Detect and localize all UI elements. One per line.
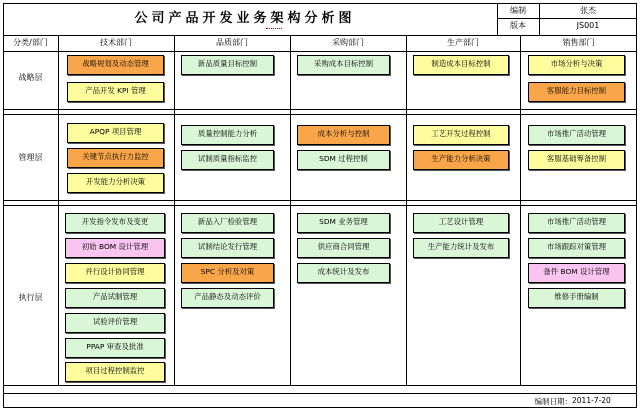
page-title: 公司产品开发业务架构分析图	[134, 11, 356, 26]
grid-line	[497, 3, 498, 35]
grid-line	[290, 35, 291, 385]
box-test-evaluation: 试验评价管理	[65, 313, 165, 333]
header-dept-purchase: 采购部门	[332, 38, 364, 47]
box-dev-capability-analysis: 开发能力分析决策	[67, 173, 164, 193]
grid-line	[3, 51, 637, 52]
grid-line	[3, 114, 637, 115]
row-label-management: 管理层	[18, 153, 43, 162]
box-product-trial: 产品试制管理	[65, 288, 165, 308]
box-market-analysis: 市场分析与决策	[528, 55, 625, 75]
box-incoming-inspection: 新品入厂检验管理	[181, 213, 274, 233]
spellcheck-underline	[266, 26, 282, 29]
box-process-design: 工艺设计管理	[413, 213, 509, 233]
box-product-evaluation: 产品静态及动态评价	[181, 288, 274, 308]
box-purchase-cost-target: 采购成本目标控制	[297, 55, 390, 75]
meta-label-author: 编制	[510, 6, 526, 15]
box-spc-analysis: SPC 分析及对策	[181, 263, 274, 283]
box-cost-analysis-control: 成本分析与控制	[297, 125, 390, 145]
box-repair-manual: 维修手册编制	[528, 288, 625, 308]
box-customer-service-preparation: 客服基础筹备控制	[528, 150, 625, 170]
box-process-dev-control: 工艺开发过程控制	[413, 125, 509, 145]
box-kpi-management: 产品开发 KPI 管理	[67, 82, 164, 102]
footer-date-value: 2011-7-20	[572, 396, 611, 405]
grid-line	[3, 393, 637, 394]
meta-value-version: JS001	[576, 21, 600, 30]
box-quality-control-analysis: 质量控制能力分析	[181, 125, 274, 145]
box-market-tracking: 市场跟踪对策管理	[528, 238, 625, 258]
box-production-statistics: 生产能力统计及发布	[413, 238, 509, 258]
box-initial-bom-design: 初始 BOM 设计管理	[65, 238, 165, 258]
grid-line	[3, 205, 637, 206]
box-project-process-monitoring: 项目过程控制监控	[65, 362, 165, 382]
box-sdm-business: SDM 业务管理	[297, 213, 390, 233]
box-trial-conclusion-release: 试制结论发行管理	[181, 238, 274, 258]
header-dept-quality: 品质部门	[216, 38, 248, 47]
row-label-execution: 执行层	[18, 293, 43, 302]
row-label-strategy: 战略层	[18, 73, 43, 82]
box-supplier-contract: 供应商合同管理	[297, 238, 390, 258]
box-sdm-process-control: SDM 过程控制	[297, 150, 390, 170]
box-spare-parts-bom: 备件 BOM 设计管理	[528, 263, 625, 283]
header-dept-production: 生产部门	[447, 38, 479, 47]
grid-line	[497, 18, 637, 19]
box-ppap-approval: PPAP 审查及批准	[65, 338, 165, 358]
box-key-node-monitoring: 关键节点执行力监控	[67, 148, 164, 168]
grid-line	[520, 35, 521, 385]
box-cost-statistics: 成本统计及发布	[297, 263, 390, 283]
grid-line	[3, 109, 637, 110]
header-dept-tech: 技术部门	[100, 38, 132, 47]
grid-line	[539, 3, 540, 35]
meta-label-version: 版本	[510, 21, 526, 30]
box-market-promotion-management: 市场推广活动管理	[528, 125, 625, 145]
grid-line	[3, 200, 637, 201]
box-customer-service-target: 客服能力目标控制	[528, 82, 625, 102]
meta-value-author: 张杰	[580, 6, 596, 15]
box-strategy-planning: 战略规划及动态管理	[67, 55, 164, 75]
box-market-promotion-execution: 市场推广活动管理	[528, 213, 625, 233]
box-manufacturing-cost-target: 制造成本目标控制	[413, 55, 509, 75]
header-category: 分类/部门	[13, 38, 48, 47]
grid-line	[58, 35, 59, 385]
grid-line	[406, 35, 407, 385]
grid-line	[3, 385, 637, 386]
box-new-quality-target: 新品质量目标控制	[181, 55, 274, 75]
box-production-capability-analysis: 生产能力分析决策	[413, 150, 509, 170]
header-dept-sales: 销售部门	[562, 38, 595, 47]
grid-line	[174, 35, 175, 385]
grid-line	[3, 35, 637, 36]
footer-date-label: 编制日期：	[534, 397, 572, 406]
box-concurrent-design: 并行设计协同管理	[65, 263, 165, 283]
box-trial-quality-monitoring: 试制质量指标监控	[181, 150, 274, 170]
box-apqp-management: APQP 项目管理	[67, 123, 164, 143]
box-dev-instruction-release: 开发指令发布及变更	[65, 213, 165, 233]
